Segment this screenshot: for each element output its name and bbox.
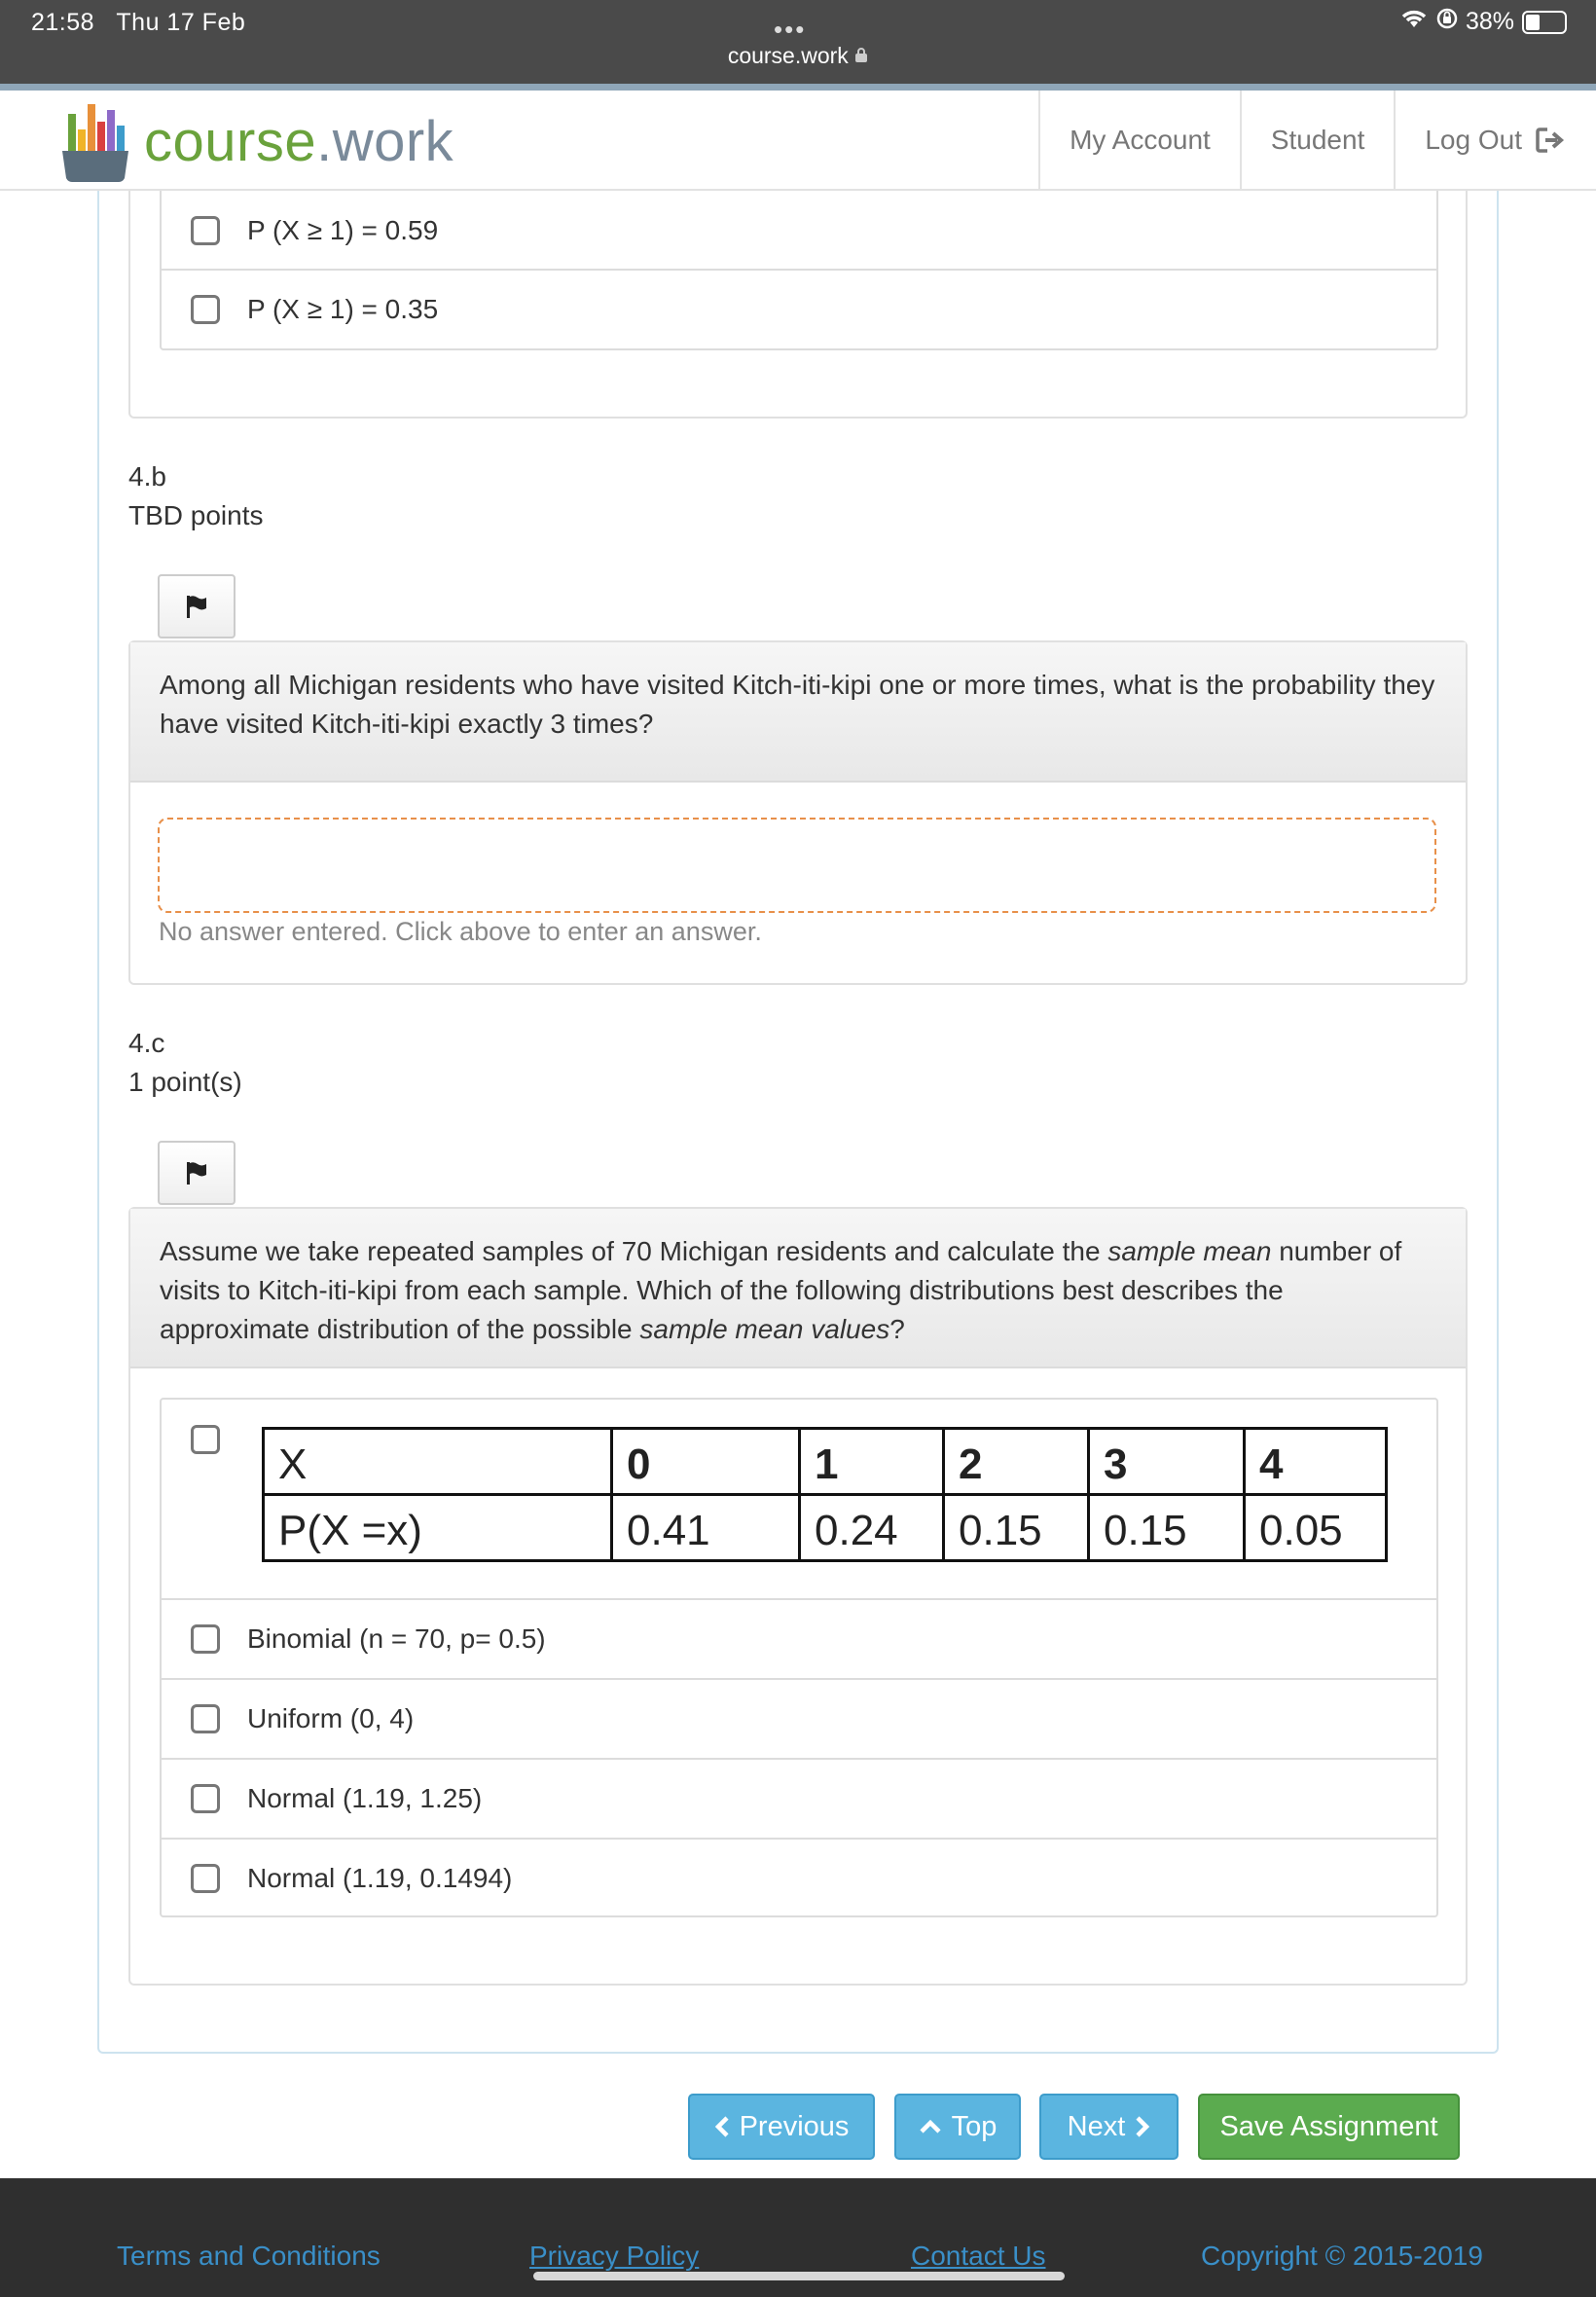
table-cell: 0 [612, 1429, 800, 1495]
q4a-option-list [160, 191, 1438, 350]
question-4c-text: Assume we take repeated samples of 70 Michigan residents and calculate the sample mean number of visits to Kitch-iti-kipi from each sample. Which of the following distributions best describes the approximate distribution of the possible sample mean values? [130, 1209, 1466, 1368]
q4c-option[interactable] [162, 1678, 1436, 1758]
table-cell: 1 [800, 1429, 944, 1495]
option-label: Normal (1.19, 0.1494) [247, 1863, 513, 1893]
browser-dots-icon[interactable]: ••• [774, 15, 807, 44]
table-cell: 0.15 [944, 1495, 1089, 1561]
option-label: Uniform (0, 4) [247, 1703, 415, 1733]
question-4c-number: 4.c [128, 1028, 165, 1058]
question-4a-card [128, 191, 1468, 419]
table-cell: 3 [1089, 1429, 1245, 1495]
q4a-option[interactable] [162, 191, 1436, 271]
option-label: Normal (1.19, 1.25) [247, 1783, 483, 1813]
checkbox[interactable] [191, 295, 220, 324]
home-indicator[interactable] [533, 2272, 1065, 2280]
table-cell: 0.24 [800, 1495, 944, 1561]
table-row [264, 1495, 1387, 1561]
url-text: course.work [727, 43, 849, 68]
probability-table [262, 1427, 1388, 1562]
url-bar[interactable] [0, 43, 1596, 69]
site-header [0, 91, 1596, 191]
q4c-option[interactable] [162, 1838, 1436, 1917]
flag-question-4b-button[interactable] [158, 574, 236, 638]
table-cell: P(X =x) [264, 1495, 612, 1561]
logo-text: course.work [144, 109, 454, 173]
bar-chart-logo-icon [62, 100, 128, 182]
log-out-icon [1534, 126, 1567, 155]
table-cell: 0.15 [1089, 1495, 1245, 1561]
top-label: Top [951, 2110, 998, 2142]
table-cell: X [264, 1429, 612, 1495]
battery-percent: 38% [1465, 8, 1514, 35]
status-time [31, 9, 245, 37]
q4c-option[interactable] [162, 1598, 1436, 1678]
q4a-option[interactable] [162, 269, 1436, 348]
table-cell: 0.05 [1245, 1495, 1387, 1561]
course-work-logo[interactable] [62, 100, 453, 182]
chevron-up-icon [919, 2119, 942, 2134]
header-nav [1038, 91, 1596, 189]
status-right [1399, 8, 1567, 36]
next-button[interactable] [1039, 2094, 1179, 2160]
flag-question-4c-button[interactable] [158, 1141, 236, 1205]
time-text: 21:58 [31, 9, 95, 36]
nav-student[interactable]: Student [1240, 91, 1395, 189]
option-label: P (X ≥ 1) = 0.35 [247, 294, 439, 324]
question-4b-number: 4.b [128, 461, 166, 492]
wifi-icon [1399, 8, 1429, 36]
checkbox[interactable] [191, 1784, 220, 1813]
question-4b-text: Among all Michigan residents who have visited Kitch-iti-kipi one or more times, what is the probability they have visited Kitch-iti-kipi exactly 3 times? [130, 642, 1466, 783]
previous-label: Previous [739, 2110, 850, 2142]
nav-log-out[interactable] [1394, 91, 1596, 189]
orientation-lock-icon [1436, 8, 1458, 36]
question-4c-card [128, 1207, 1468, 1986]
nav-my-account[interactable]: My Account [1038, 91, 1240, 189]
date-text: Thu 17 Feb [116, 9, 246, 36]
log-out-label: Log Out [1425, 124, 1522, 155]
footer-copyright: Copyright © 2015-2019 [1201, 2241, 1483, 2271]
chevron-left-icon [714, 2115, 730, 2138]
lock-icon [854, 43, 868, 68]
table-row [264, 1429, 1387, 1495]
checkbox[interactable] [191, 1704, 220, 1733]
footer-contact-link[interactable]: Contact Us [911, 2241, 1046, 2271]
flag-icon [184, 593, 209, 620]
next-label: Next [1067, 2110, 1126, 2142]
top-button[interactable] [894, 2094, 1021, 2160]
save-assignment-button[interactable]: Save Assignment [1198, 2094, 1460, 2160]
checkbox[interactable] [191, 1624, 220, 1654]
checkbox[interactable] [191, 216, 220, 245]
table-cell: 0.41 [612, 1495, 800, 1561]
no-answer-text: No answer entered. Click above to enter an answer. [159, 917, 762, 946]
answer-input-box[interactable] [158, 818, 1436, 913]
option-label: Binomial (n = 70, p= 0.5) [247, 1623, 546, 1654]
table-cell: 4 [1245, 1429, 1387, 1495]
flag-icon [184, 1159, 209, 1186]
q4c-option[interactable] [162, 1758, 1436, 1838]
option-label: P (X ≥ 1) = 0.59 [247, 215, 439, 245]
table-cell: 2 [944, 1429, 1089, 1495]
question-4b-points: TBD points [128, 500, 264, 530]
checkbox[interactable] [191, 1425, 220, 1454]
top-accent-line [0, 84, 1596, 91]
chevron-right-icon [1135, 2115, 1150, 2138]
footer-privacy-link[interactable]: Privacy Policy [529, 2241, 700, 2271]
ios-status-bar [0, 0, 1596, 84]
footer-terms-link[interactable]: Terms and Conditions [117, 2241, 381, 2271]
battery-icon [1522, 11, 1567, 34]
checkbox[interactable] [191, 1864, 220, 1893]
question-4c-points: 1 point(s) [128, 1067, 242, 1097]
previous-button[interactable] [688, 2094, 875, 2160]
